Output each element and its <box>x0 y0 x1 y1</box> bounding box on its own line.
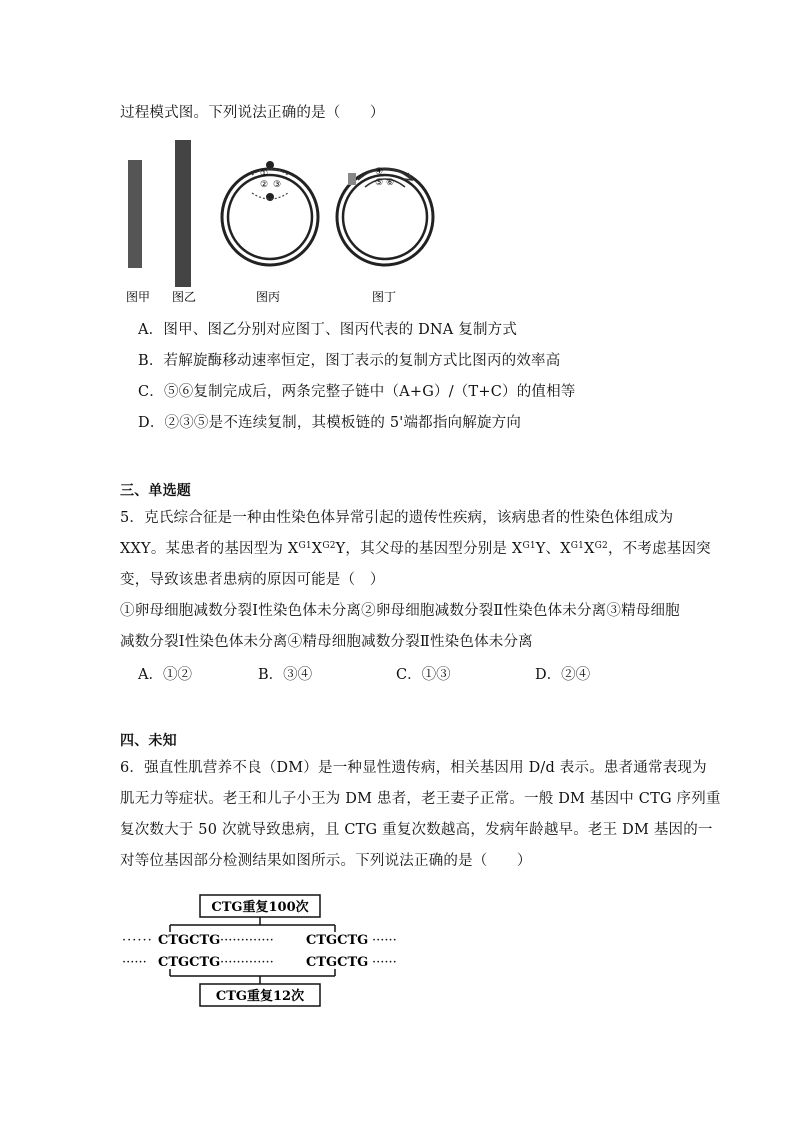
figure-yi-bar <box>175 140 191 287</box>
q4-option-d: D．②③⑤是不连续复制，其模板链的 5'端都指向解旋方向 <box>138 415 522 431</box>
q5-option-a: A．①② <box>138 667 192 683</box>
box-bottom-label: CTG重复12次 <box>215 989 305 1004</box>
ring-ding-mark-4: ④ <box>375 167 384 177</box>
strand1-left: CTGCTG <box>158 933 221 948</box>
q5-option-b: B．③④ <box>258 667 313 683</box>
q4-stem-tail: 过程模式图。下列说法正确的是（ ） <box>120 105 385 121</box>
q6-line-4: 对等位基因部分检测结果如图所示。下列说法正确的是（ ） <box>120 853 532 869</box>
caption-ding: 图丁 <box>372 290 397 304</box>
ctg-repeat-figure <box>120 890 420 1010</box>
q5-option-c: C．①③ <box>396 667 451 683</box>
q4-option-c: C．⑤⑥复制完成后，两条完整子链中（A+G）/（T+C）的值相等 <box>138 384 576 400</box>
q4-option-a: A．图甲、图乙分别对应图丁、图丙代表的 DNA 复制方式 <box>138 322 518 338</box>
section-title-single-choice: 三、单选题 <box>120 483 191 499</box>
q6-line-3: 复次数大于 50 次就导致患病，且 CTG 重复次数越高，发病年龄越早。老王 DM 基因的一 <box>120 822 713 838</box>
dna-replication-figure <box>120 135 450 310</box>
ring-bing-mark-1: ① <box>260 169 269 179</box>
ring-ding-mark-6: ⑥ <box>386 178 395 188</box>
figure-jia-bar <box>128 160 142 268</box>
strand2-left: CTGCTG <box>158 955 221 970</box>
ring-bing-mark-2: ② <box>260 180 269 190</box>
caption-jia: 图甲 <box>126 290 151 304</box>
svg-text:······: ······ <box>372 933 397 948</box>
q6-line-2: 肌无力等症状。老王和儿子小王为 DM 患者，老王妻子正常。一般 DM 基因中 CTG 序列重 <box>120 791 721 807</box>
q5-line-4: ①卵母细胞减数分裂Ⅰ性染色体未分离②卵母细胞减数分裂Ⅱ性染色体未分离③精母细胞 <box>120 603 680 619</box>
caption-bing: 图丙 <box>256 290 281 304</box>
q5-line-2: XXY。某患者的基因型为 $X^{G1}X^{G2}Y$，其父母的基因型分别是 $X^{G1}Y$、$X^{G1}X^{G2}$，不考虑基因突 <box>120 541 711 557</box>
q5-line-1: 5．克氏综合征是一种由性染色体异常引起的遗传性疾病，该病患者的性染色体组成为 <box>120 510 674 526</box>
figure-bing-ring <box>222 161 318 265</box>
q6-line-1: 6．强直性肌营养不良（DM）是一种显性遗传病，相关基因用 D/d 表示。患者通常表现为 <box>120 760 707 776</box>
caption-yi: 图乙 <box>172 290 197 304</box>
q4-option-b: B．若解旋酶移动速率恒定，图丁表示的复制方式比图丙的效率高 <box>138 353 561 369</box>
svg-text:······: ······ <box>122 933 153 948</box>
strand1-right: CTGCTG <box>306 933 369 948</box>
strand2-right: CTGCTG <box>306 955 369 970</box>
svg-text:······: ······ <box>122 955 147 970</box>
ring-bing-mark-3: ③ <box>273 180 282 190</box>
q5-option-d: D．②④ <box>535 667 591 683</box>
q5-line-5: 减数分裂Ⅰ性染色体未分离④精母细胞减数分裂Ⅱ性染色体未分离 <box>120 634 533 650</box>
q5-options <box>138 663 658 683</box>
ring-ding-mark-5: ⑤ <box>375 178 384 188</box>
svg-text:·············: ············· <box>220 933 274 948</box>
svg-text:·············: ············· <box>220 955 274 970</box>
svg-text:······: ······ <box>372 955 397 970</box>
section-title-unknown: 四、未知 <box>120 733 177 749</box>
q5-line-3: 变，导致该患者患病的原因可能是（ ） <box>120 572 385 588</box>
box-top-label: CTG重复100次 <box>211 900 309 915</box>
figure-ding-ring <box>337 169 433 266</box>
